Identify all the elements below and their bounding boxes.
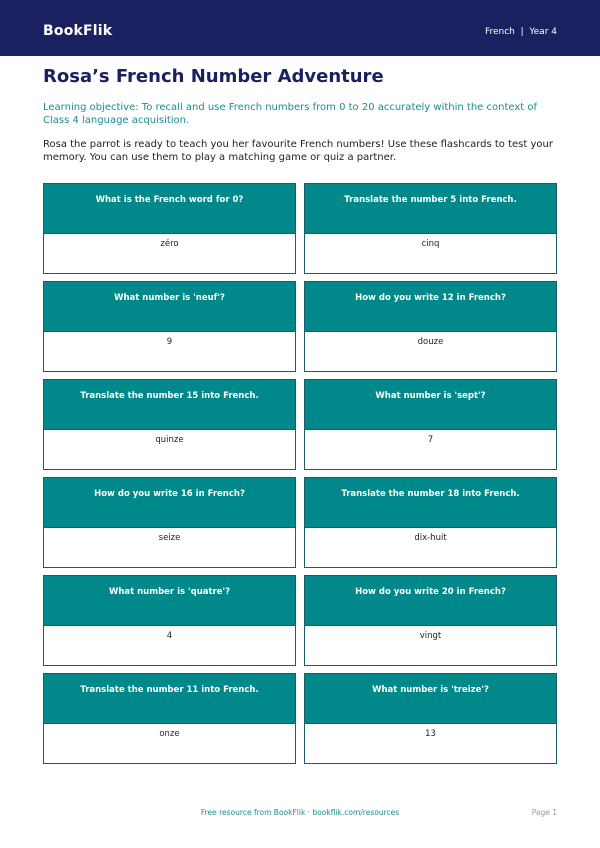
flashcard bbox=[43, 281, 296, 372]
flashcard-answer: 9 bbox=[166, 337, 173, 347]
flashcard-answer: 13 bbox=[425, 729, 436, 739]
subject-year-label: French | Year 4 bbox=[484, 27, 557, 37]
flashcard bbox=[304, 183, 557, 274]
flashcard-question: What number is 'quatre'? bbox=[44, 576, 295, 626]
footer-credit: Free resource from BookFlik · bookflik.com/resources bbox=[200, 808, 400, 817]
flashcard bbox=[43, 477, 296, 568]
flashcard-answer: 4 bbox=[166, 631, 173, 641]
flashcard bbox=[43, 379, 296, 470]
flashcard-question: Translate the number 5 into French. bbox=[305, 184, 556, 234]
header-bar bbox=[0, 0, 600, 56]
brand-logo: BookFlik bbox=[43, 23, 113, 39]
flashcard-question: Translate the number 15 into French. bbox=[44, 380, 295, 430]
flashcard bbox=[304, 673, 557, 764]
flashcard-answer: 7 bbox=[427, 435, 434, 445]
page-number: Page 1 bbox=[531, 808, 557, 817]
flashcard-grid bbox=[43, 183, 557, 764]
flashcard bbox=[304, 379, 557, 470]
intro-text: Rosa the parrot is ready to teach you her favourite French numbers! Use these flashcards to test your memory. You can use them to play a matching game or quiz a partner. bbox=[43, 139, 553, 163]
learning-objective: Learning objective: To recall and use French numbers from 0 to 20 accurately within the context of Class 4 language acquisition. bbox=[43, 102, 537, 126]
flashcard-question: What number is 'sept'? bbox=[305, 380, 556, 430]
flashcard bbox=[43, 575, 296, 666]
flashcard-answer: dix-huit bbox=[414, 533, 447, 543]
flashcard-answer: quinze bbox=[155, 435, 184, 445]
flashcard-question: How do you write 12 in French? bbox=[305, 282, 556, 332]
flashcard-answer: seize bbox=[158, 533, 181, 543]
flashcard-question: Translate the number 11 into French. bbox=[44, 674, 295, 724]
flashcard-answer: vingt bbox=[419, 631, 442, 641]
flashcard bbox=[43, 673, 296, 764]
flashcard-question: Translate the number 18 into French. bbox=[305, 478, 556, 528]
flashcard bbox=[304, 575, 557, 666]
flashcard-answer: douze bbox=[417, 337, 444, 347]
flashcard-answer: cinq bbox=[421, 239, 440, 249]
flashcard bbox=[304, 281, 557, 372]
flashcard-answer: zéro bbox=[160, 239, 179, 249]
flashcard bbox=[304, 477, 557, 568]
flashcard-question: How do you write 16 in French? bbox=[44, 478, 295, 528]
flashcard-question: What number is 'treize'? bbox=[305, 674, 556, 724]
flashcard-answer: onze bbox=[159, 729, 180, 739]
flashcard-question: How do you write 20 in French? bbox=[305, 576, 556, 626]
flashcard-question: What number is 'neuf'? bbox=[44, 282, 295, 332]
flashcard-question: What is the French word for 0? bbox=[44, 184, 295, 234]
page-title: Rosa’s French Number Adventure bbox=[43, 66, 384, 87]
flashcard bbox=[43, 183, 296, 274]
